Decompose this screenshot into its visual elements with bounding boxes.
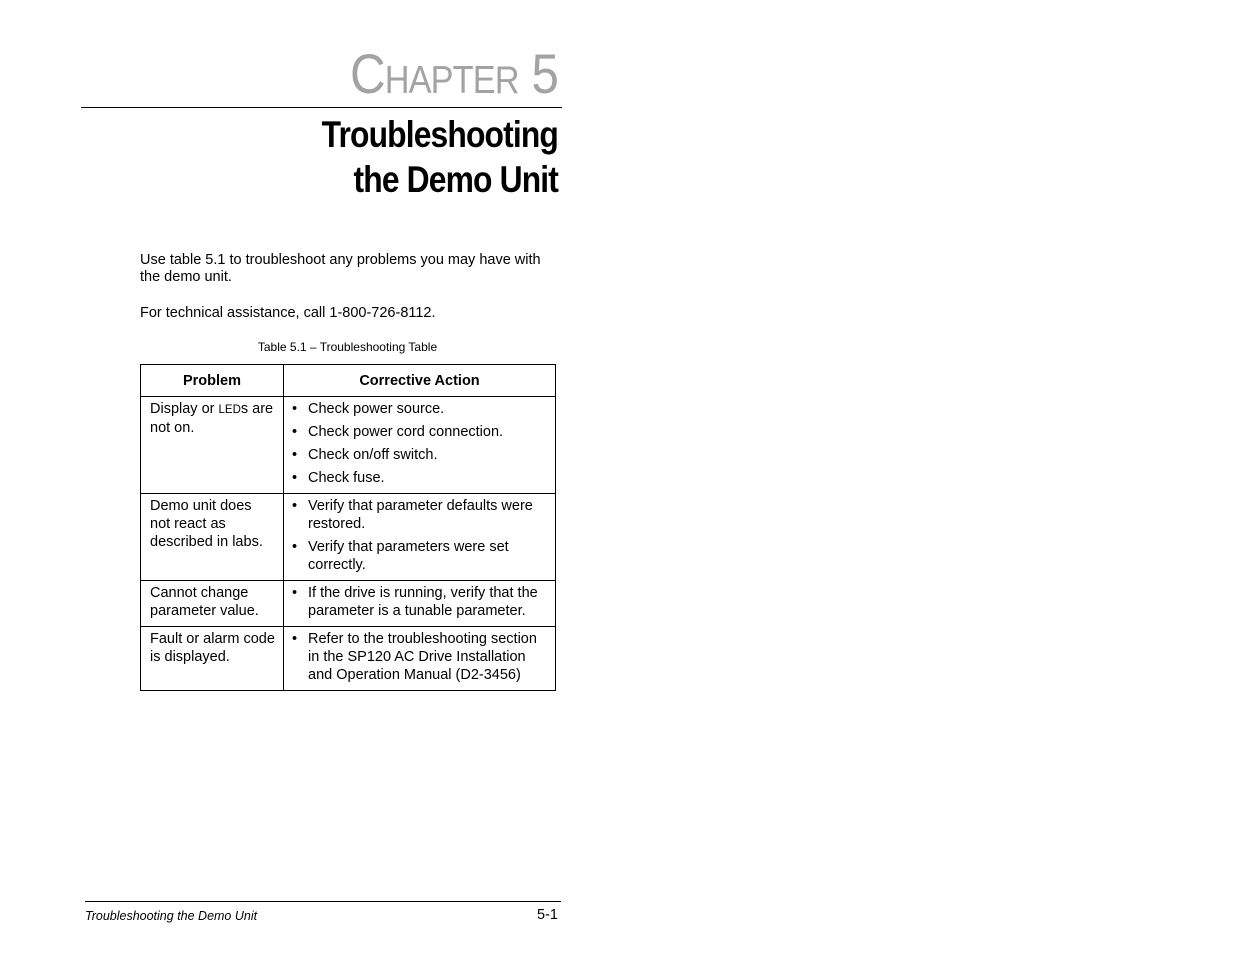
action-item: • If the drive is running, verify that the parameter is a tunable parameter. — [292, 584, 549, 620]
page-title — [250, 112, 558, 202]
problem-text: Display or — [150, 401, 219, 417]
table-row — [141, 627, 556, 691]
table-header-row — [141, 365, 556, 397]
table-caption: Table 5.1 – Troubleshooting Table — [257, 340, 438, 354]
column-header-problem: Problem — [141, 365, 284, 397]
action-item: • Verify that parameter defaults were restored. — [292, 497, 549, 533]
action-item: • Check power cord connection. — [292, 423, 549, 441]
problem-cell: Fault or alarm code is displayed. — [141, 627, 284, 691]
problem-cell — [141, 397, 284, 494]
action-item: • Verify that parameters were set correctly. — [292, 538, 549, 574]
problem-cell: Cannot change parameter value. — [141, 581, 284, 627]
column-header-corrective-action: Corrective Action — [284, 365, 556, 397]
assistance-paragraph: For technical assistance, call 1-800-726-8112. — [140, 305, 436, 321]
action-item: • Check on/off switch. — [292, 446, 549, 464]
table-row — [141, 397, 556, 494]
problem-text-abbr: LED — [218, 404, 241, 416]
table-row — [141, 494, 556, 581]
action-cell — [284, 581, 556, 627]
page-title-line-1: Troubleshooting — [321, 114, 558, 155]
footer-title: Troubleshooting the Demo Unit — [85, 909, 258, 923]
problem-cell: Demo unit does not react as described in labs. — [141, 494, 284, 581]
action-cell — [284, 627, 556, 691]
chapter-divider — [81, 107, 562, 108]
footer-divider — [85, 901, 561, 902]
action-item: • Check fuse. — [292, 469, 549, 487]
action-item: • Check power source. — [292, 400, 549, 418]
page-title-line-2: the Demo Unit — [353, 159, 558, 200]
problem-text-rest: s are not on. — [150, 401, 274, 436]
chapter-label: Chapter 5 — [350, 42, 558, 105]
page-number: 5-1 — [537, 907, 558, 923]
table-row — [141, 581, 556, 627]
action-cell — [284, 397, 556, 494]
intro-paragraph: Use table 5.1 to troubleshoot any problems you may have with the demo unit. — [140, 252, 541, 285]
action-cell — [284, 494, 556, 581]
troubleshooting-table — [140, 364, 556, 691]
action-item: • Refer to the troubleshooting section in the SP120 AC Drive Installation and Operation Manual (D2-3456) — [292, 630, 549, 684]
